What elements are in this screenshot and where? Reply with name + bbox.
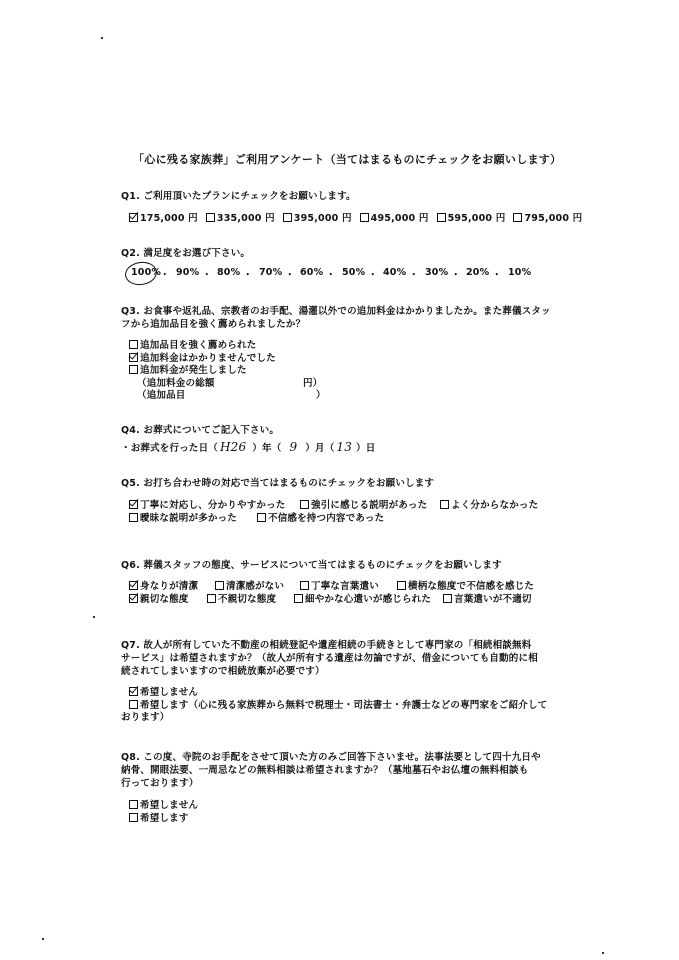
q2-option-70[interactable]: 70% [259, 267, 283, 278]
q3-option-no-charge[interactable]: 追加料金はかかりませんでした [129, 350, 276, 364]
checkbox-icon[interactable] [300, 500, 309, 509]
checkbox-icon[interactable] [397, 581, 406, 590]
q2-separator: ・ [368, 270, 378, 281]
q6-option-unkind[interactable]: 不親切な態度 [207, 591, 276, 605]
q2-separator: ・ [451, 270, 461, 281]
q3-items-label: （追加品目 [137, 390, 186, 401]
q7-option-decline[interactable]: 希望しません [129, 684, 198, 698]
q5-question: Q5. お打ち合わせ時の対応で当てはまるものにチェックをお願いします [121, 478, 435, 489]
q8-question-line3: 行っております） [121, 778, 199, 789]
q4-day-unit: ）日 [356, 443, 376, 454]
checkbox-icon[interactable] [129, 365, 138, 374]
q6-question: Q6. 葬儀スタッフの態度、サービスについて当てはまるものにチェックをお願いします [121, 560, 502, 571]
q4-month-unit: ）月（ [305, 443, 335, 454]
checkbox-icon[interactable] [206, 213, 215, 222]
checkbox-icon[interactable] [215, 581, 224, 590]
q1-option-335000[interactable]: 335,000 円 [206, 210, 275, 224]
scan-speck [101, 37, 103, 39]
checkbox-icon[interactable] [437, 213, 446, 222]
q6-option-thoughtful[interactable]: 細やかな心遣いが感じられた [294, 591, 431, 605]
q2-option-50[interactable]: 50% [342, 267, 366, 278]
q1-option-795000[interactable]: 795,000 円 [513, 210, 582, 224]
checkbox-icon[interactable] [443, 594, 452, 603]
q3-question-line2: フから追加品目を強く薦められましたか？ [121, 319, 306, 330]
q4-date-prefix: ・お葬式を行った日（ [121, 443, 219, 454]
q1-plan-options [129, 210, 590, 224]
q5-option-distrust[interactable]: 不信感を持つ内容であった [257, 510, 384, 524]
q8-question-line1: Q8. この度、寺院のお手配をさせて頂いた方のみご回答下さいませ。法事法要として四十九日や [121, 752, 541, 763]
q2-option-40[interactable]: 40% [383, 267, 407, 278]
checkbox-checked-icon[interactable] [129, 687, 138, 696]
q2-option-20[interactable]: 20% [466, 267, 490, 278]
q2-question: Q2. 満足度をお選び下さい。 [121, 248, 251, 259]
q3-items-close: ） [316, 390, 326, 401]
q7-option-request-cont: おります） [121, 712, 170, 723]
q8-option-request[interactable]: 希望します [129, 810, 189, 824]
checkbox-icon[interactable] [283, 213, 292, 222]
q4-year-handwritten[interactable]: H26 [220, 440, 247, 454]
q7-option-request[interactable]: 希望します（心に残る家族葬から無料で税理士・司法書士・弁護士などの専門家をご紹介して [129, 697, 547, 711]
q1-question: Q1. ご利用頂いたプランにチェックをお願いします。 [121, 191, 356, 202]
q2-separator: ・ [326, 270, 336, 281]
checkbox-icon[interactable] [129, 513, 138, 522]
q6-option-arrogant[interactable]: 横柄な態度で不信感を感じた [397, 578, 534, 592]
q4-year-unit: ）年（ [252, 443, 282, 454]
q2-separator: ・ [160, 270, 170, 281]
survey-title: 「心に残る家族葬」ご利用アンケート（当てはまるものにチェックをお願いします） [133, 153, 562, 166]
q6-option-polite-words[interactable]: 丁寧な言葉遣い [300, 578, 379, 592]
q3-amount-label: （追加料金の総額 [137, 378, 215, 389]
q8-question-line2: 納骨、開眼法要、一周忌などの無料相談は希望されますか？（墓地墓石やお仏壇の無料相談も [121, 765, 529, 776]
scan-speck [93, 616, 95, 618]
q6-option-clean[interactable]: 身なりが清潔 [129, 578, 198, 592]
checkbox-checked-icon[interactable] [129, 594, 138, 603]
q1-option-595000[interactable]: 595,000 円 [437, 210, 506, 224]
q2-option-100[interactable]: 100% [131, 267, 162, 278]
checkbox-checked-icon[interactable] [129, 581, 138, 590]
q4-day-handwritten[interactable]: 13 [336, 440, 353, 454]
checkbox-icon[interactable] [129, 800, 138, 809]
checkbox-checked-icon[interactable] [129, 353, 138, 362]
q7-question-line1: Q7. 故人が所有していた不動産の相続登記や遺産相続の手続きとして専門家の「相続相談無料 [121, 640, 532, 651]
checkbox-checked-icon[interactable] [129, 213, 138, 222]
q2-separator: ・ [285, 270, 295, 281]
q2-option-80[interactable]: 80% [217, 267, 241, 278]
q4-date-line [121, 440, 376, 454]
q2-separator: ・ [243, 270, 253, 281]
q2-option-60[interactable]: 60% [300, 267, 324, 278]
scan-speck [602, 952, 604, 954]
q6-option-unclean[interactable]: 清潔感がない [215, 578, 284, 592]
q5-option-vague[interactable]: 曖昧な説明が多かった [129, 510, 237, 524]
q6-option-kind[interactable]: 親切な態度 [129, 591, 189, 605]
q3-option-pushed[interactable]: 追加品目を強く薦められた [129, 337, 256, 351]
checkbox-icon[interactable] [513, 213, 522, 222]
checkbox-icon[interactable] [440, 500, 449, 509]
q1-option-395000[interactable]: 395,000 円 [283, 210, 352, 224]
q2-option-10[interactable]: 10% [508, 267, 532, 278]
q6-option-improper-words[interactable]: 言葉遣いが不適切 [443, 591, 532, 605]
q3-option-charged[interactable]: 追加料金が発生しました [129, 362, 247, 376]
q7-question-line2: サービス」は希望されますか？（故人が所有する遺産は勿論ですが、借金についても自動的に相 [121, 653, 538, 664]
checkbox-checked-icon[interactable] [129, 500, 138, 509]
q1-option-175000[interactable]: 175,000 円 [129, 210, 198, 224]
q8-option-decline[interactable]: 希望しません [129, 797, 198, 811]
q2-option-30[interactable]: 30% [425, 267, 449, 278]
q1-option-495000[interactable]: 495,000 円 [360, 210, 429, 224]
q5-option-unclear[interactable]: よく分からなかった [440, 497, 538, 511]
scan-speck [42, 938, 44, 940]
checkbox-icon[interactable] [129, 340, 138, 349]
checkbox-icon[interactable] [257, 513, 266, 522]
checkbox-icon[interactable] [300, 581, 309, 590]
checkbox-icon[interactable] [207, 594, 216, 603]
q4-question: Q4. お葬式についてご記入下さい。 [121, 425, 280, 436]
q3-question-line1: Q3. お食事や返礼品、宗教者のお手配、湯灌以外での追加料金はかかりましたか。また葬儀スタッ [121, 306, 551, 317]
q4-month-handwritten[interactable]: 9 [289, 440, 298, 454]
q5-option-forceful[interactable]: 強引に感じる説明があった [300, 497, 427, 511]
checkbox-icon[interactable] [294, 594, 303, 603]
q5-option-polite[interactable]: 丁寧に対応し、分かりやすかった [129, 497, 286, 511]
q2-separator: ・ [202, 270, 212, 281]
q2-separator: ・ [492, 270, 502, 281]
checkbox-icon[interactable] [129, 813, 138, 822]
q2-option-90[interactable]: 90% [176, 267, 200, 278]
checkbox-icon[interactable] [360, 213, 369, 222]
q2-separator: ・ [409, 270, 419, 281]
q7-question-line3: 続されてしまいますので相続放棄が必要です） [121, 666, 325, 677]
q3-amount-unit: 円） [303, 378, 323, 389]
checkbox-icon[interactable] [129, 700, 138, 709]
